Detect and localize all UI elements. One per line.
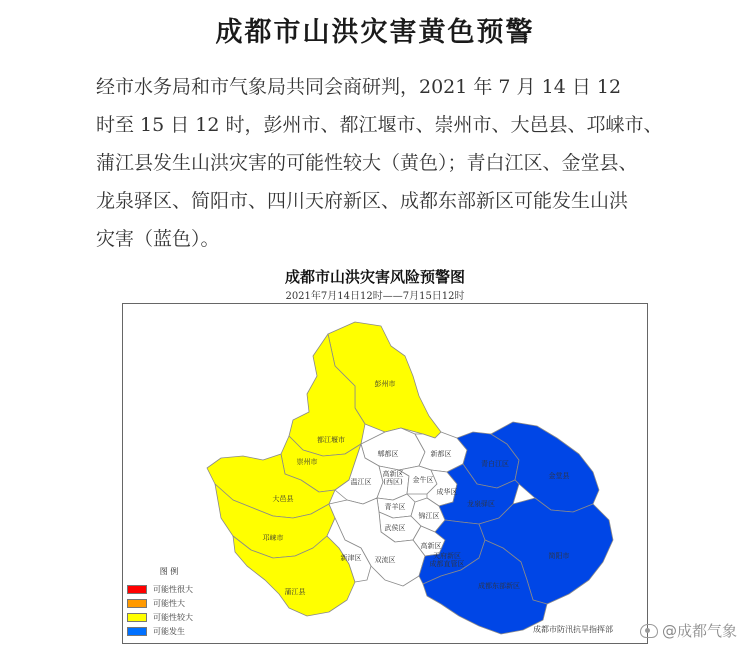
label-tianfu: 天府新区成都直管区: [429, 552, 465, 568]
label-pujiang: 蒲江县: [284, 588, 306, 596]
legend-label: 可能发生: [153, 626, 185, 636]
legend-label: 可能性大: [153, 598, 185, 608]
label-pengzhou: 彭州市: [374, 380, 396, 388]
label-chongzhou: 崇州市: [296, 458, 318, 466]
legend-item-very-high: [127, 583, 211, 595]
label-xinjin: 新津区: [340, 554, 362, 562]
headline: 成都市山洪灾害黄色预警: [215, 17, 535, 48]
label-jinniu: 金牛区: [412, 476, 434, 484]
paragraph-line-5: 灾害（蓝色）。: [96, 228, 220, 250]
legend-label: 可能性很大: [153, 584, 193, 594]
map-issuer: 成都市防汛抗旱指挥部: [533, 625, 613, 634]
label-dayi: 大邑县: [272, 495, 294, 503]
legend-swatch: [127, 599, 147, 608]
weibo-icon: [640, 624, 658, 638]
paragraph-line-2: 时至 15 日 12 时，彭州市、都江堰市、崇州市、大邑县、邛崃市、: [96, 114, 663, 136]
legend-item-possible: [127, 625, 211, 637]
warning-paragraph: [96, 68, 696, 258]
paragraph-line-3: 蒲江县发生山洪灾害的可能性较大（黄色）；青白江区、金堂县、: [96, 152, 638, 174]
legend-swatch: [127, 627, 147, 636]
label-gaoxin-south: 高新区: [420, 542, 442, 550]
legend-item-high: [127, 597, 211, 609]
legend-title: 图 例: [159, 567, 179, 576]
label-jintang: 金堂县: [548, 472, 570, 480]
label-wuhou: 武侯区: [384, 524, 406, 532]
label-xindu: 新都区: [430, 450, 452, 458]
label-pidu: 郫都区: [377, 450, 399, 458]
label-qingbaijiang: 青白江区: [481, 460, 509, 468]
legend-label: 可能性较大: [153, 612, 193, 622]
watermark-text: @成都气象: [662, 622, 738, 640]
label-chenghua: 成华区: [436, 488, 458, 496]
paragraph-line-1: 经市水务局和市气象局共同会商研判，2021 年 7 月 14 日 12: [96, 76, 622, 98]
label-dongbu: 成都东部新区: [478, 582, 520, 590]
paragraph-line-4: 龙泉驿区、简阳市、四川天府新区、成都东部新区可能发生山洪: [96, 190, 629, 212]
label-shuangliu: 双流区: [374, 556, 396, 564]
map-subtitle: 2021年7月14日12时——7月15日12时: [285, 291, 465, 302]
label-qingyang: 青羊区: [384, 503, 406, 511]
label-longquanyi: 龙泉驿区: [467, 500, 495, 508]
legend-swatch: [127, 585, 147, 594]
label-dujiangyan: 都江堰市: [317, 436, 345, 444]
label-jianyang: 简阳市: [548, 552, 570, 560]
label-qionglai: 邛崃市: [262, 534, 284, 542]
legend-swatch: [127, 613, 147, 622]
map-title: 成都市山洪灾害风险预警图: [284, 268, 465, 286]
legend-item-relatively-high: [127, 611, 211, 623]
label-jinjiang: 锦江区: [418, 512, 440, 520]
label-wenjiang: 温江区: [350, 478, 372, 486]
watermark: [640, 620, 737, 641]
label-gaoxin-west: 高新区(西区): [382, 470, 404, 486]
risk-map: [122, 303, 648, 644]
map-legend: [127, 566, 211, 639]
